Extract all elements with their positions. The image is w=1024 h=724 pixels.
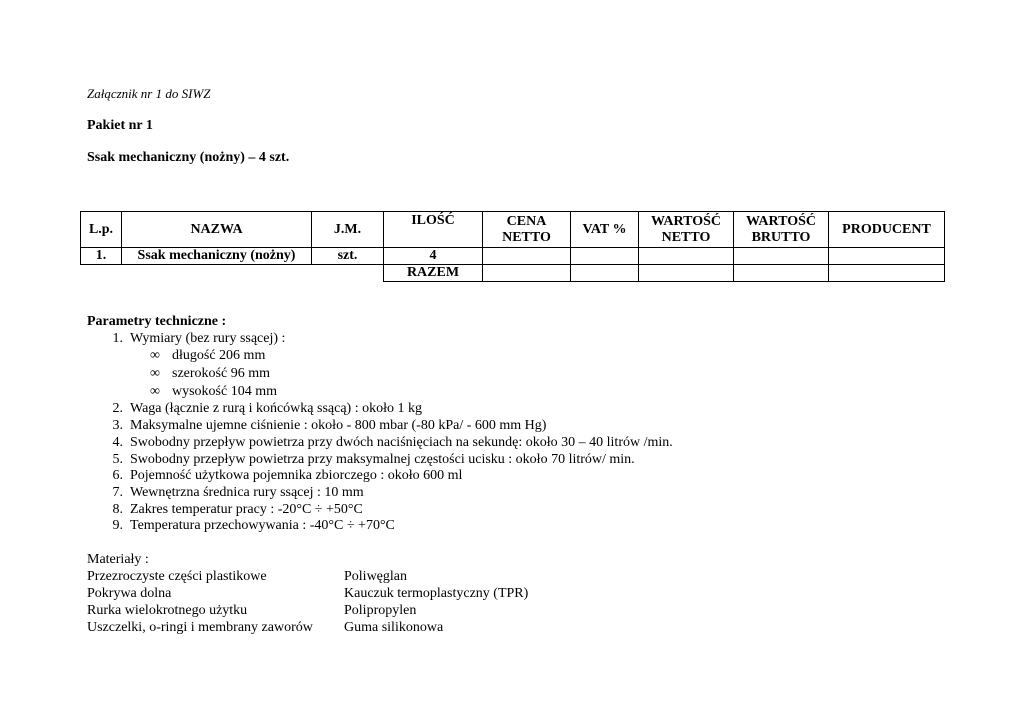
dimension-item [150,366,270,382]
material-value: Kauczuk termoplastyczny (TPR) [344,586,529,601]
col-header-value-gross-line1: WARTOŚĆ [745,213,817,229]
total-label: RAZEM [384,265,483,282]
table-total-row [81,265,945,282]
col-header-lp: L.p. [81,212,122,248]
param-num: 7. [112,485,123,500]
param-item [101,452,635,468]
param-text: Pojemność użytkowa pojemnika zbiorczego : około 600 ml [130,468,463,483]
dimension-text: wysokość 104 mm [172,384,277,399]
param-item [101,401,422,417]
col-header-value-net-line1: WARTOŚĆ [650,213,722,229]
params-title: Parametry techniczne : [87,314,227,329]
param-num: 1. [112,331,123,346]
param-item [101,485,364,501]
col-header-unit: J.M. [312,212,384,248]
materials-title: Materiały : [87,552,149,567]
param-item [101,331,285,347]
total-value-net [639,265,734,282]
col-header-price-net-line2: NETTO [502,229,551,245]
param-item [101,418,546,434]
dimension-text: długość 206 mm [172,348,266,363]
param-text: Temperatura przechowywania : -40°C ÷ +70°C [130,518,395,533]
cell-lp: 1. [81,248,122,265]
cell-unit: szt. [312,248,384,265]
attachment-label: Załącznik nr 1 do SIWZ [87,86,211,101]
col-header-value-gross [734,212,829,248]
param-num: 9. [112,518,123,533]
total-row-spacer [81,265,384,282]
cell-vat [571,248,639,265]
col-header-vat: VAT % [571,212,639,248]
material-part: Przezroczyste części plastikowe [87,569,267,584]
cell-value-net [639,248,734,265]
total-vat [571,265,639,282]
infinity-bullet-icon: ∞ [150,384,160,399]
table-row [81,248,945,265]
param-item [101,435,673,451]
infinity-bullet-icon: ∞ [150,348,160,363]
param-item [101,468,462,484]
param-text: Swobodny przepływ powietrza przy dwóch naciśnięciach na sekundę: około 30 – 40 litrów /min. [130,435,673,450]
param-item [101,518,395,534]
col-header-price-net-line1: CENA [506,213,547,229]
cell-price-net [483,248,571,265]
param-num: 8. [112,502,123,517]
subject-title: Ssak mechaniczny (nożny) – 4 szt. [87,150,290,165]
cell-producer [829,248,945,265]
param-num: 5. [112,452,123,467]
total-price-net [483,265,571,282]
material-value: Poliwęglan [344,569,407,584]
param-text: Wymiary (bez rury ssącej) : [130,331,286,346]
param-item [101,502,363,518]
infinity-bullet-icon: ∞ [150,366,160,381]
col-header-producer: PRODUCENT [829,212,945,248]
material-part: Pokrywa dolna [87,586,172,601]
param-text: Wewnętrzna średnica rury ssącej : 10 mm [130,485,364,500]
param-text: Zakres temperatur pracy : -20°C ÷ +50°C [130,502,363,517]
material-value: Guma silikonowa [344,620,444,635]
col-header-value-net [639,212,734,248]
table-header-row [81,212,945,248]
dimension-item [150,348,265,364]
offer-table [80,211,945,282]
total-producer [829,265,945,282]
param-num: 6. [112,468,123,483]
dimension-item [150,384,277,400]
param-text: Swobodny przepływ powietrza przy maksymalnej częstości ucisku : około 70 litrów/ min. [130,452,635,467]
param-num: 4. [112,435,123,450]
total-value-gross [734,265,829,282]
col-header-qty: ILOŚĆ [384,212,483,248]
material-part: Uszczelki, o-ringi i membrany zaworów [87,620,313,635]
cell-qty: 4 [384,248,483,265]
col-header-name: NAZWA [122,212,312,248]
param-text: Waga (łącznie z rurą i końcówką ssącą) : około 1 kg [130,401,422,416]
col-header-price-net [483,212,571,248]
param-num: 2. [112,401,123,416]
param-text: Maksymalne ujemne ciśnienie : około - 800 mbar (-80 kPa/ - 600 mm Hg) [130,418,547,433]
package-title: Pakiet nr 1 [87,118,153,133]
material-value: Polipropylen [344,603,417,618]
param-num: 3. [112,418,123,433]
dimension-text: szerokość 96 mm [172,366,270,381]
col-header-value-net-line2: NETTO [661,229,711,245]
material-part: Rurka wielokrotnego użytku [87,603,248,618]
col-header-value-gross-line2: BRUTTO [751,229,811,245]
cell-name: Ssak mechaniczny (nożny) [122,248,312,265]
cell-value-gross [734,248,829,265]
